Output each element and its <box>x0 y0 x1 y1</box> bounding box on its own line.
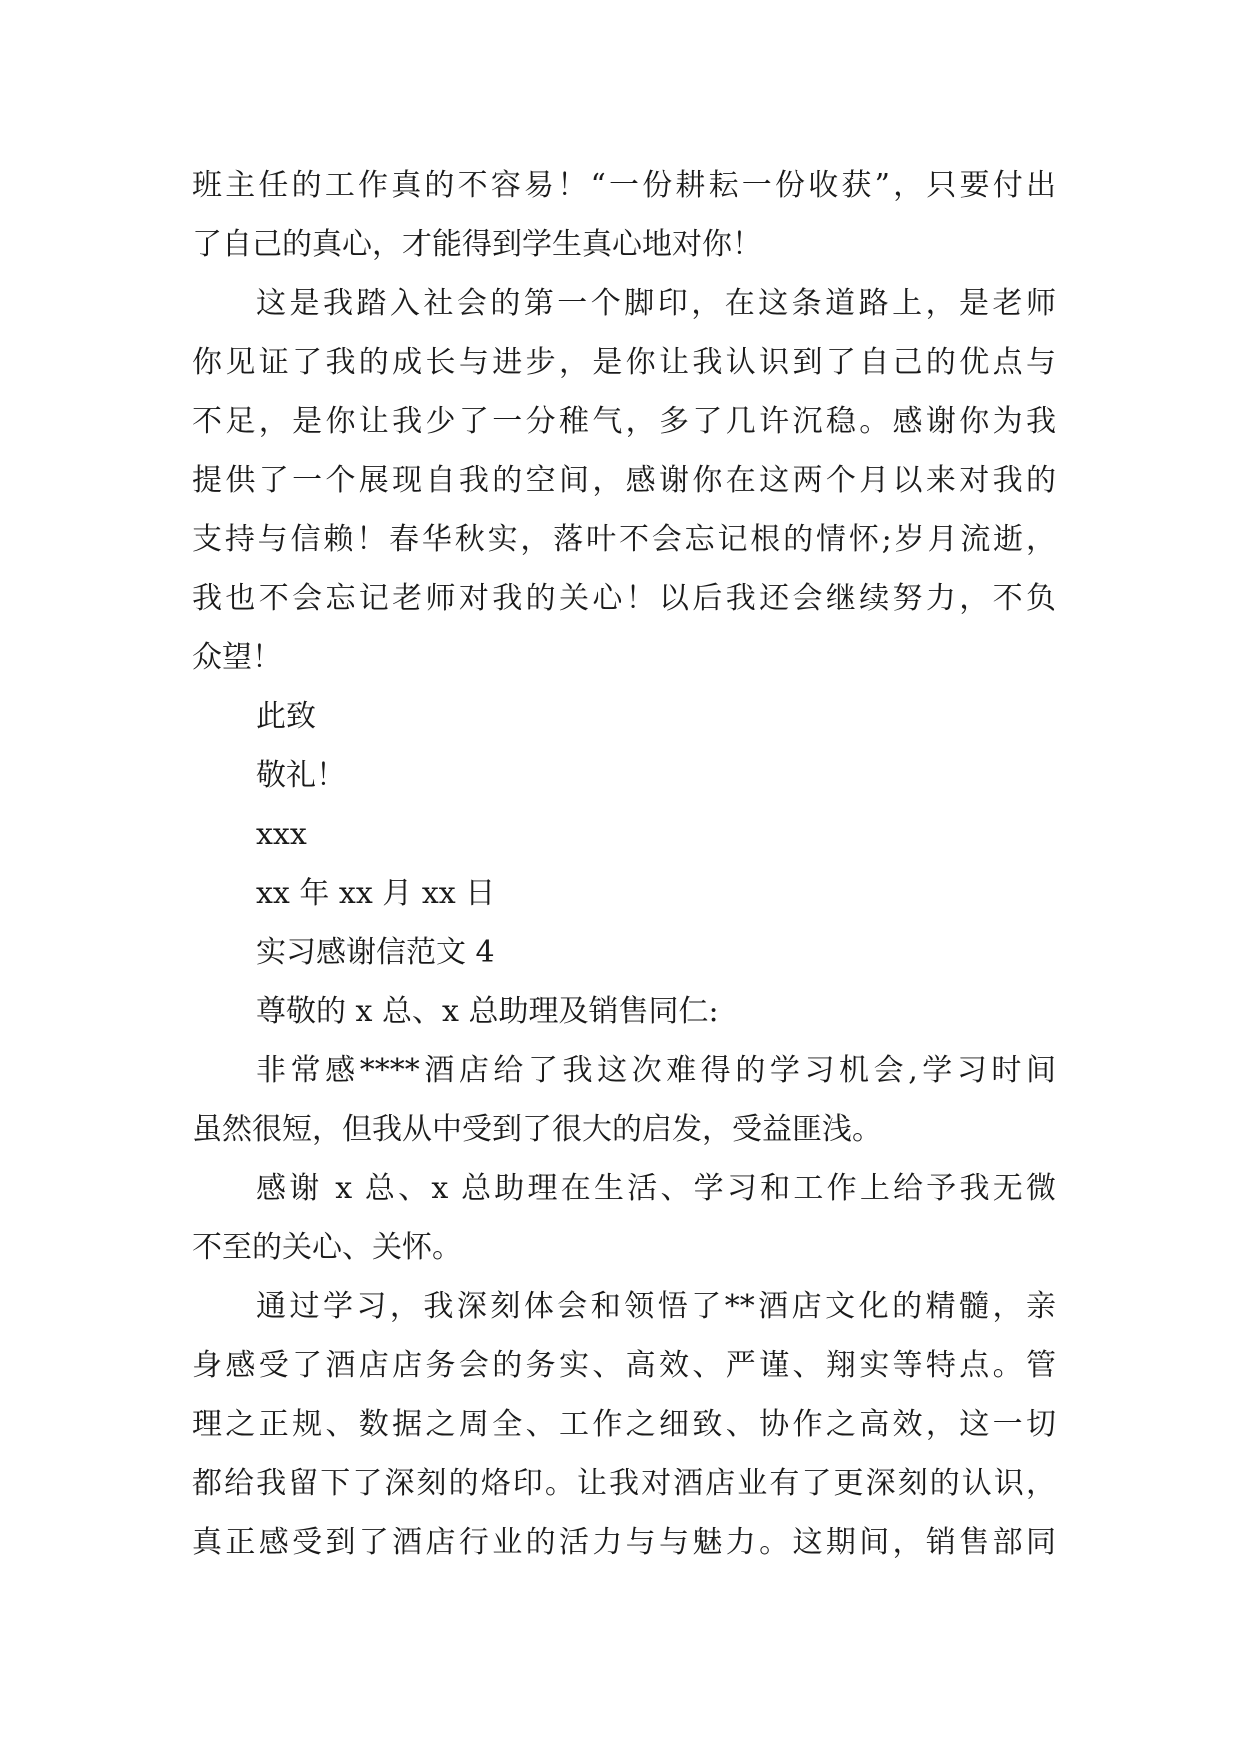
text-line: 身感受了酒店店务会的务实、高效、严谨、翔实等特点。管 <box>192 1348 1056 1383</box>
closing-regards: 敬礼！ <box>256 758 346 793</box>
section-heading: 实习感谢信范文 4 <box>256 935 495 970</box>
paragraph-start-line: 通过学习，我深刻体会和领悟了**酒店文化的精髓，亲 <box>256 1289 1056 1324</box>
text-line: 班主任的工作真的不容易！“一份耕耘一份收获”，只要付出 <box>192 168 1056 203</box>
text-line: 不至的关心、关怀。 <box>192 1230 462 1265</box>
text-line: 不足，是你让我少了一分稚气，多了几许沉稳。感谢你为我 <box>192 404 1056 439</box>
document-body <box>192 156 1056 1572</box>
text-line: 了自己的真心，才能得到学生真心地对你！ <box>192 227 762 262</box>
text-line: 提供了一个展现自我的空间，感谢你在这两个月以来对我的 <box>192 463 1056 498</box>
text-line: 众望！ <box>192 640 282 675</box>
text-line: 我也不会忘记老师对我的关心！以后我还会继续努力，不负 <box>192 581 1056 616</box>
closing-salutation: 此致 <box>256 699 316 734</box>
text-line: 理之正规、数据之周全、工作之细致、协作之高效，这一切 <box>192 1407 1056 1442</box>
greeting-line: 尊敬的 x 总、x 总助理及销售同仁: <box>256 994 719 1029</box>
text-line: 支持与信赖！春华秋实，落叶不会忘记根的情怀;岁月流逝， <box>192 522 1056 557</box>
text-line: 你见证了我的成长与进步，是你让我认识到了自己的优点与 <box>192 345 1056 380</box>
paragraph-start-line: 非常感****酒店给了我这次难得的学习机会,学习时间 <box>256 1053 1056 1088</box>
signature-date: xx 年 xx 月 xx 日 <box>256 876 496 911</box>
text-line: 真正感受到了酒店行业的活力与与魅力。这期间，销售部同 <box>192 1525 1056 1560</box>
text-line: 虽然很短，但我从中受到了很大的启发，受益匪浅。 <box>192 1112 882 1147</box>
paragraph-start-line: 这是我踏入社会的第一个脚印，在这条道路上，是老师 <box>256 286 1056 321</box>
text-line: 都给我留下了深刻的烙印。让我对酒店业有了更深刻的认识， <box>192 1466 1056 1501</box>
paragraph-start-line: 感谢 x 总、x 总助理在生活、学习和工作上给予我无微 <box>256 1171 1056 1206</box>
signature-name: xxx <box>256 817 307 852</box>
